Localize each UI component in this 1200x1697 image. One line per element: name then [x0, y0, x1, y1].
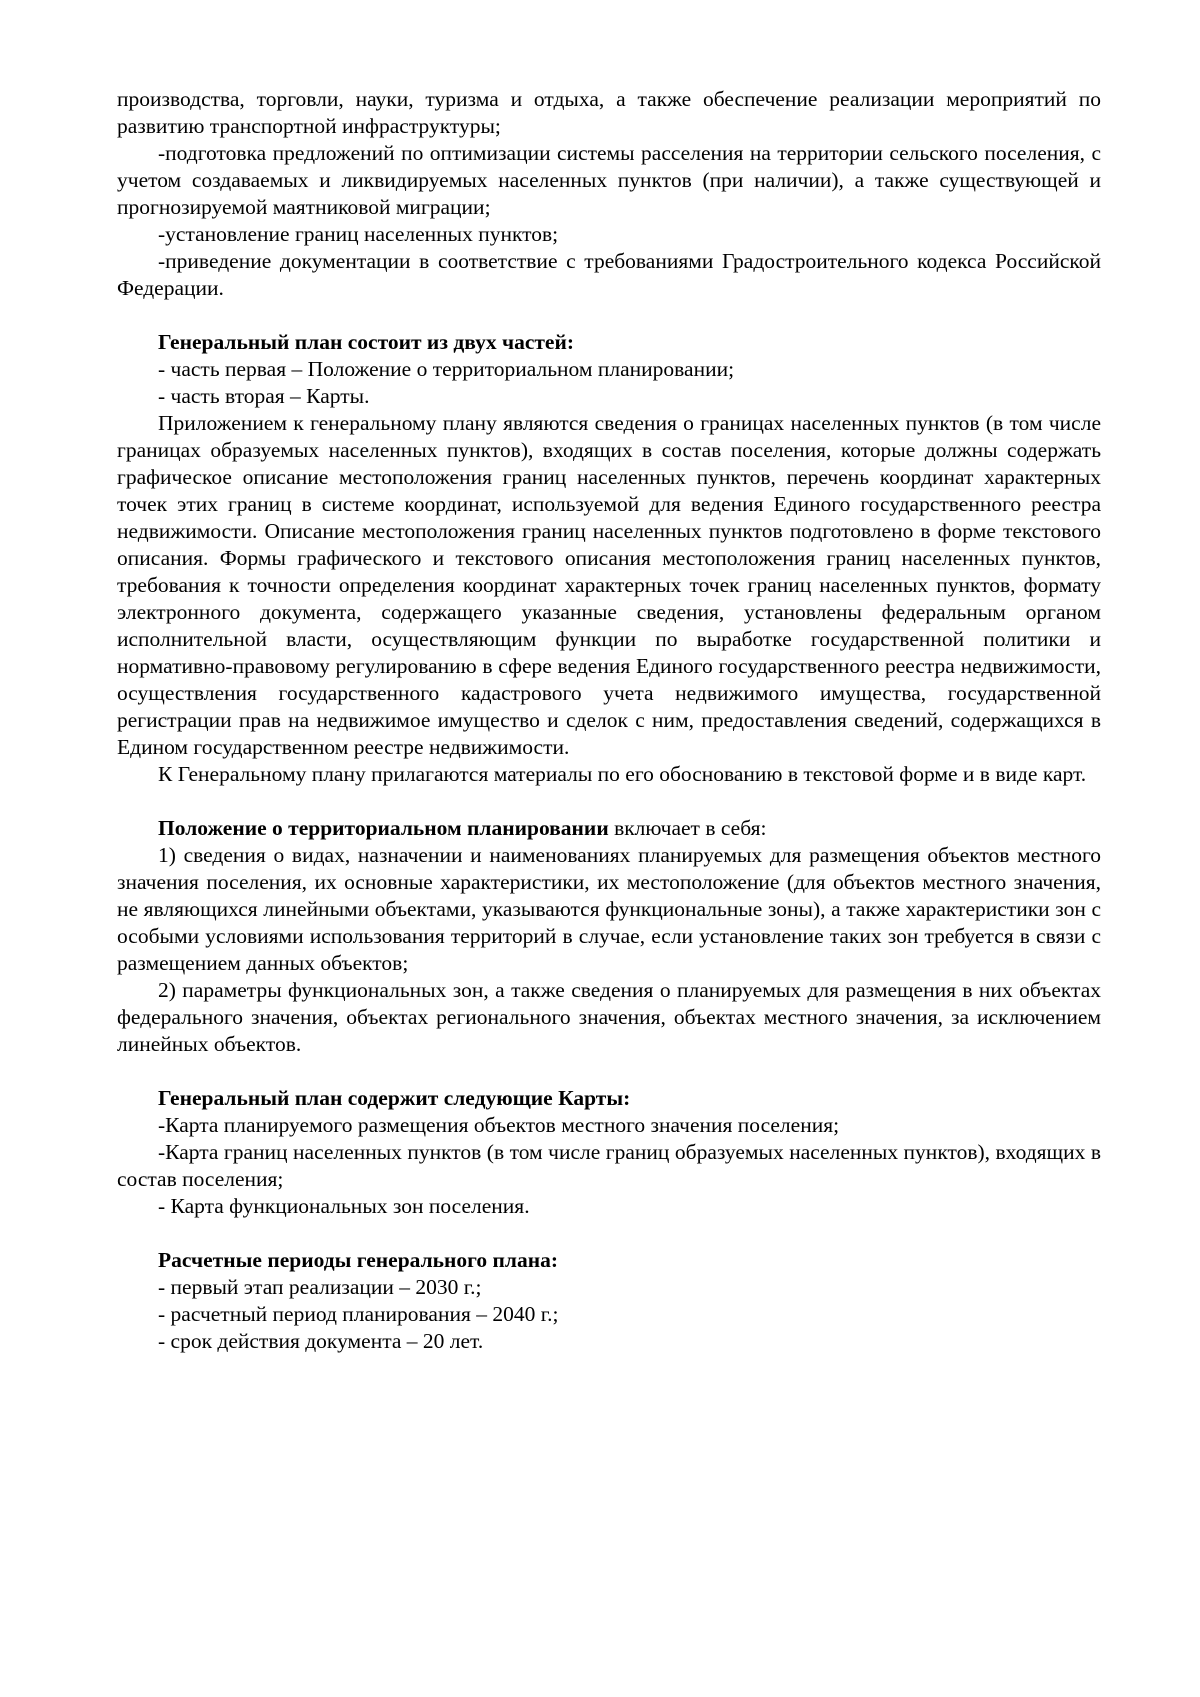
maps-item-3: - Карта функциональных зон поселения.	[158, 1194, 530, 1218]
periods-item-2: - расчетный период планирования – 2040 г.;	[158, 1302, 559, 1326]
provisions-heading-bold: Положение о территориальном планировании	[158, 816, 609, 840]
maps-item-1: -Карта планируемого размещения объектов местного значения поселения;	[158, 1113, 840, 1137]
composition-part-2: - часть вторая – Карты.	[158, 384, 370, 408]
provisions-item-1: 1) сведения о видах, назначении и наименованиях планируемых для размещения объектов местного значения поселения, их основные характеристики, их местоположение (для объектов местного значения, не являющихся линейными объектами, указываются функциональные зоны), а также характеристики зон с особыми условиями использования территорий в случае, если установление таких зон требуется в связи с размещением данных объектов;	[117, 843, 1101, 975]
composition-heading-text: Генеральный план состоит из двух частей:	[158, 330, 575, 354]
maps-heading	[117, 1085, 1101, 1112]
periods-item-3: - срок действия документа – 20 лет.	[158, 1329, 484, 1353]
maps-item-2: -Карта границ населенных пунктов (в том числе границ образуемых населенных пунктов), входящих в состав поселения;	[117, 1140, 1101, 1191]
provisions-heading-rest: включает в себя:	[608, 816, 767, 840]
intro-paragraph-1: производства, торговли, науки, туризма и отдыха, а также обеспечение реализации мероприятий по развитию транспортной инфраструктуры;	[117, 87, 1101, 138]
periods-heading	[117, 1247, 1101, 1274]
document-page	[117, 86, 1101, 1355]
appendix-paragraph: Приложением к генеральному плану являются сведения о границах населенных пунктов (в том числе границах образуемых населенных пунктов), входящих в состав поселения, которые должны содержать графическое описание местоположения границ населенных пунктов, перечень координат характерных точек этих границ в системе координат, используемой для ведения Единого государственного реестра недвижимости. Описание местоположения границ населенных пунктов подготовлено в форме текстового описания. Формы графического и текстового описания местоположения границ населенных пунктов, требования к точности определения координат характерных точек границ населенных пунктов, формату электронного документа, содержащего указанные сведения, установлены федеральным органом исполнительной власти, осуществляющим функции по выработке государственной политики и нормативно-правовому регулированию в сфере ведения Единого государственного реестра недвижимости, осуществления государственного кадастрового учета недвижимого имущества, государственной регистрации прав на недвижимое имущество и сделок с ним, предоставления сведений, содержащихся в Едином государственном реестре недвижимости.	[117, 411, 1101, 759]
composition-part-1: - часть первая – Положение о территориальном планировании;	[158, 357, 735, 381]
intro-paragraph-3: -установление границ населенных пунктов;	[158, 222, 559, 246]
periods-item-1: - первый этап реализации – 2030 г.;	[158, 1275, 482, 1299]
materials-paragraph: К Генеральному плану прилагаются материалы по его обоснованию в текстовой форме и в виде карт.	[158, 762, 1087, 786]
provisions-item-2: 2) параметры функциональных зон, а также сведения о планируемых для размещения в них объектах федерального значения, объектах регионального значения, объектах местного значения, за исключением линейных объектов.	[117, 978, 1101, 1056]
intro-paragraph-2: -подготовка предложений по оптимизации системы расселения на территории сельского поселения, с учетом создаваемых и ликвидируемых населенных пунктов (при наличии), а также существующей и прогнозируемой маятниковой миграции;	[117, 141, 1101, 219]
maps-heading-text: Генеральный план содержит следующие Карты:	[158, 1086, 631, 1110]
intro-paragraph-4: -приведение документации в соответствие с требованиями Градостроительного кодекса Российской Федерации.	[117, 249, 1101, 300]
provisions-heading	[117, 815, 1101, 842]
composition-heading	[117, 329, 1101, 356]
periods-heading-text: Расчетные периоды генерального плана:	[158, 1248, 559, 1272]
